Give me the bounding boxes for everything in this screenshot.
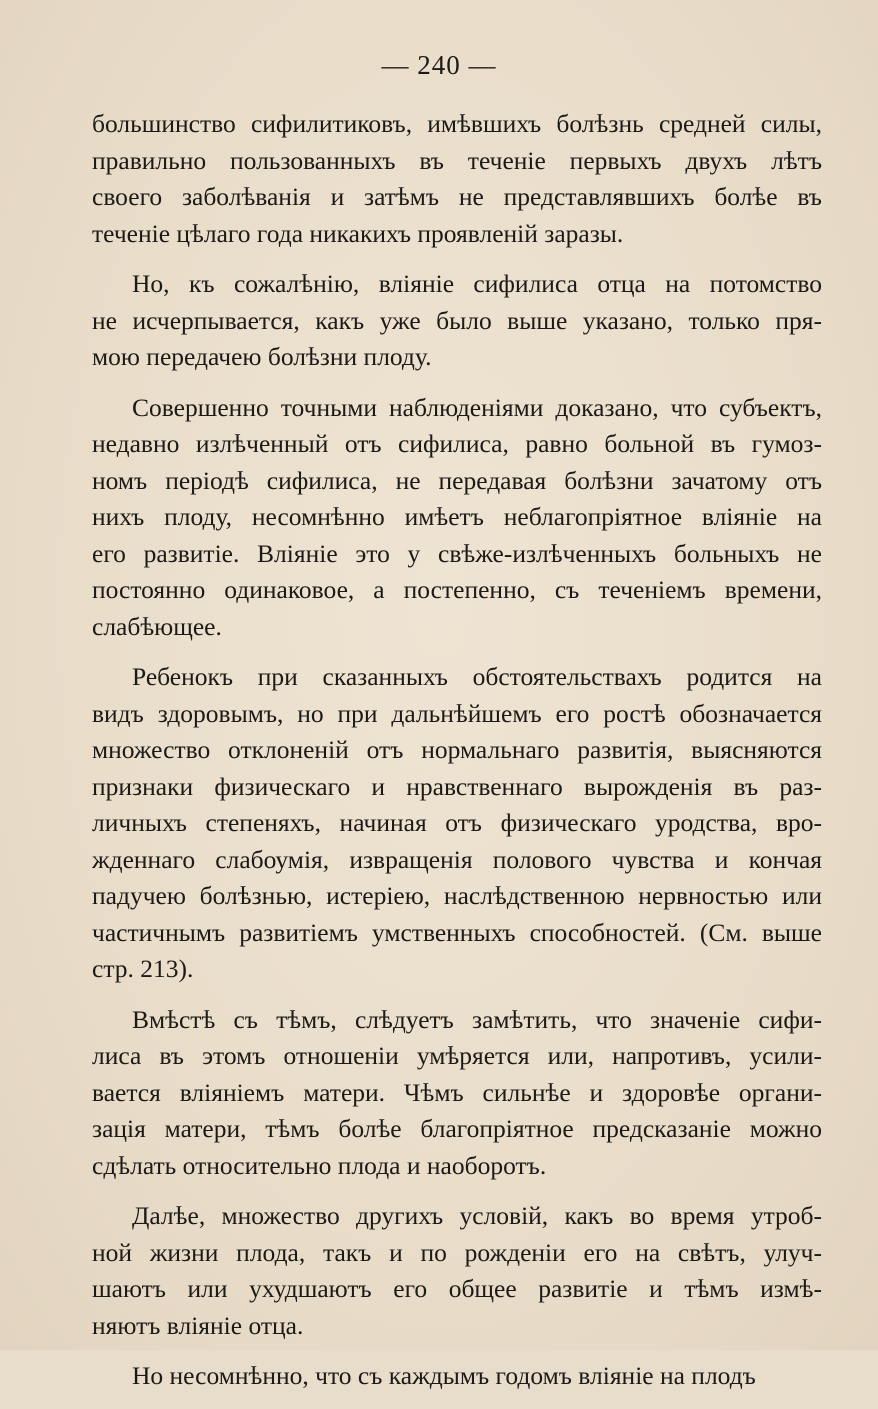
text-line: няютъ вліяніе отца.	[92, 1310, 304, 1340]
text-line: не исчерпывается, какъ уже было выше указано, только пря-	[92, 305, 822, 335]
text-line: падучею болѣзнью, истеріею, наслѣдственною нервностью или	[92, 881, 822, 910]
text-line: мою передачею болѣзни плоду.	[92, 342, 432, 371]
text-line: теченіе цѣлаго года никакихъ проявленій заразы.	[92, 218, 624, 248]
text-line: Но несомнѣнно, что съ каждымъ годомъ вліяніе на плодъ	[132, 1361, 756, 1390]
text-body	[92, 106, 822, 1409]
text-line: Далѣе, множество другихъ условій, какъ во время утроб-	[132, 1201, 822, 1230]
paragraph	[92, 1002, 822, 1185]
text-line: лиса въ этомъ отношеніи умѣряется или, напротивъ, усили-	[92, 1041, 822, 1070]
text-line: признаки физическаго и нравственнаго вырожденія въ раз-	[92, 771, 822, 801]
text-line: сдѣлать относительно плода и наоборотъ.	[92, 1150, 547, 1180]
text-line: множество отклоненій отъ нормальнаго развитія, выясняются	[92, 735, 822, 764]
paragraph	[92, 1358, 822, 1395]
text-line: ной жизни плода, такъ и по рожденіи его на свѣтъ, улуч-	[92, 1237, 822, 1267]
text-line: большинство сифилитиковъ, имѣвшихъ болѣзнь средней силы,	[92, 109, 822, 138]
text-line: шаютъ или ухудшаютъ его общее развитіе и тѣмъ измѣ-	[92, 1274, 822, 1303]
paragraph	[92, 266, 822, 376]
text-line: личныхъ степеняхъ, начиная отъ физическаго уродства, вро-	[92, 808, 822, 837]
text-line: зація матери, тѣмъ болѣе благопріятное предсказаніе можно	[92, 1114, 822, 1143]
paragraph	[92, 390, 822, 646]
text-line: жденнаго слабоумія, извращенія полового чувства и кончая	[92, 844, 822, 874]
text-line: нихъ плоду, несомнѣнно имѣетъ неблагопріятное вліяніе на	[92, 502, 822, 531]
text-line: вается вліяніемъ матери. Чѣмъ сильнѣе и здоровѣе органи-	[92, 1077, 822, 1107]
text-line: Но, къ сожалѣнію, вліяніе сифилиса отца на потомство	[132, 269, 822, 298]
text-line: правильно пользованныхъ въ теченіе первыхъ двухъ лѣтъ	[92, 145, 822, 175]
paragraph	[92, 1198, 822, 1344]
text-line: Совершенно точными наблюденіями доказано, что субъектъ,	[132, 392, 822, 422]
text-line: номъ періодѣ сифилиса, не передавая болѣзни зачатому отъ	[92, 465, 822, 495]
paragraph	[92, 659, 822, 988]
text-line: слабѣющее.	[92, 611, 222, 641]
text-line: постоянно одинаковое, а постепенно, съ теченіемъ времени,	[92, 575, 822, 604]
text-line: стр. 213).	[92, 954, 194, 983]
text-line: видъ здоровымъ, но при дальнѣйшемъ его ростѣ обозначается	[92, 698, 822, 728]
text-line: недавно излѣченный отъ сифилиса, равно больной въ гумоз-	[92, 429, 822, 458]
text-line: его развитіе. Вліяніе это у свѣже-излѣченныхъ больныхъ не	[92, 538, 822, 568]
text-line: Вмѣстѣ съ тѣмъ, слѣдуетъ замѣтить, что значеніе сифи-	[132, 1004, 822, 1034]
text-line: своего заболѣванія и затѣмъ не представлявшихъ болѣе въ	[92, 182, 822, 211]
text-line: частичнымъ развитіемъ умственныхъ способностей. (См. выше	[92, 917, 822, 947]
page-number: — 240 —	[381, 50, 497, 80]
text-line: Ребенокъ при сказанныхъ обстоятельствахъ родится на	[132, 662, 822, 691]
paragraph	[92, 106, 822, 252]
